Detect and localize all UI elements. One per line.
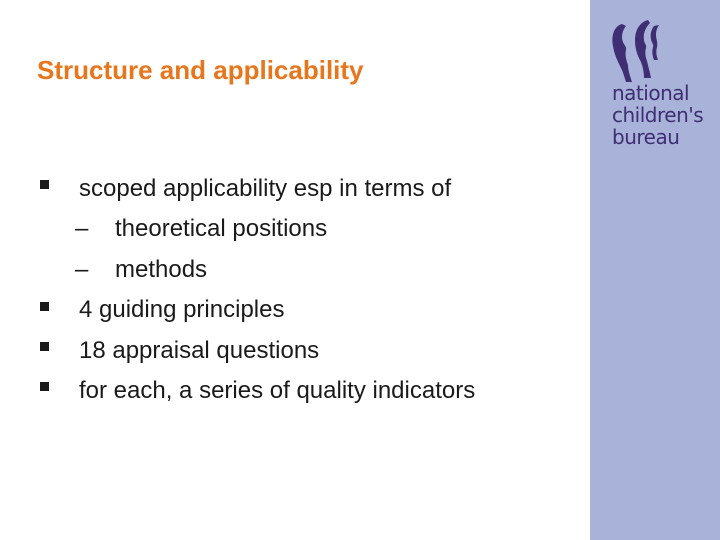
logo-text-line-3: bureau <box>612 125 680 149</box>
logo-text-line-2: children's <box>612 103 704 127</box>
bullet-marker-4 <box>40 382 49 391</box>
bullet-item-1: scoped applicability esp in terms of <box>79 175 452 202</box>
logo-text-line-1: national <box>612 81 690 105</box>
bullet-item-2: 4 guiding principles <box>79 296 285 323</box>
bullet-marker-2 <box>40 302 49 311</box>
sub-bullet-item-2: methods <box>115 256 208 283</box>
bullet-marker-1 <box>40 180 49 189</box>
sub-bullet-item-1: theoretical positions <box>115 215 328 242</box>
bullet-item-4: for each, a series of quality indicators <box>79 377 476 404</box>
brand-panel <box>590 0 720 540</box>
profile-faces-icon <box>610 20 660 82</box>
slide-title: Structure and applicability <box>37 55 364 85</box>
bullet-item-3: 18 appraisal questions <box>79 337 320 364</box>
dash-marker-2: – <box>75 256 89 283</box>
bullet-marker-3 <box>40 342 49 351</box>
dash-marker-1: – <box>75 215 89 242</box>
